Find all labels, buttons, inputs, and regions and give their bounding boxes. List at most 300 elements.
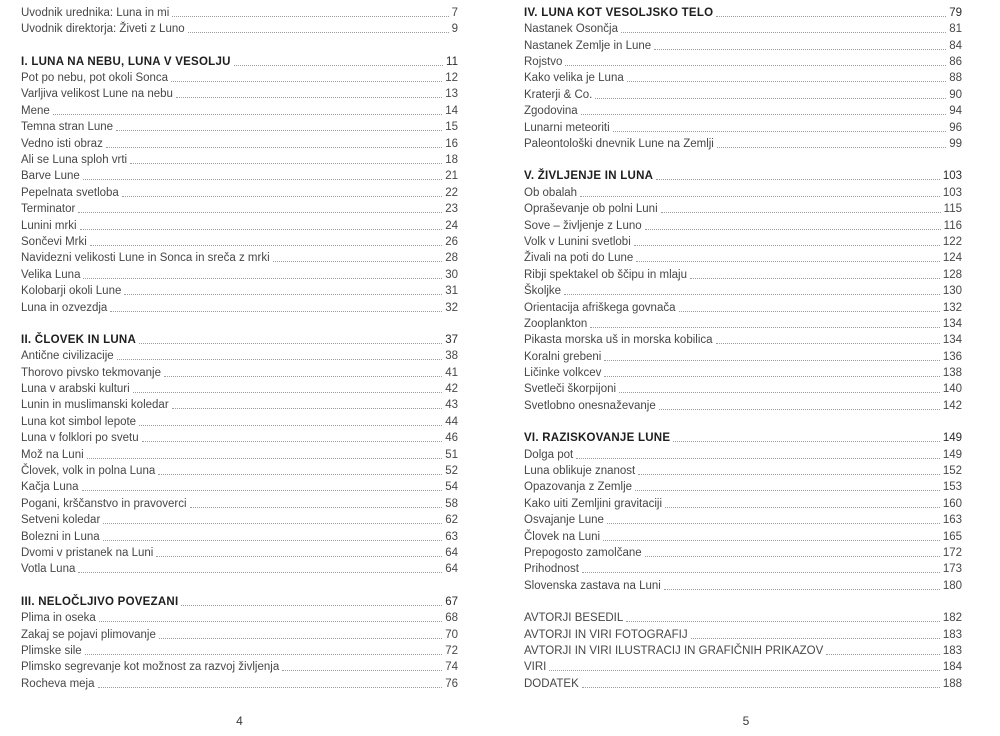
dot-leader (98, 687, 443, 688)
toc-block (21, 4, 458, 37)
entry-label: Bolezni in Luna (21, 530, 100, 543)
entry-label: Dolga pot (524, 448, 574, 461)
entry-page: 142 (942, 399, 962, 412)
dot-leader (716, 343, 940, 344)
entry-label: Pikasta morska uš in morska kobilica (524, 334, 713, 347)
toc-entry (524, 233, 962, 249)
entry-label: Lunini mrki (21, 219, 77, 232)
toc-entry (524, 200, 962, 216)
toc-entry (21, 233, 458, 249)
entry-label: Uvodnik urednika: Luna in mi (21, 6, 170, 19)
entry-page: 160 (942, 497, 962, 510)
entry-page: 51 (445, 448, 458, 461)
entry-page: 22 (445, 186, 458, 199)
dot-leader (626, 621, 940, 622)
entry-page: 38 (445, 350, 458, 363)
entry-page: 54 (445, 481, 458, 494)
toc-entry (524, 511, 962, 527)
entry-page: 184 (942, 661, 962, 674)
toc-entry (21, 135, 458, 151)
toc-entry (524, 577, 962, 593)
dot-leader (636, 261, 939, 262)
toc-entry (524, 381, 962, 397)
entry-page: 134 (942, 334, 962, 347)
entry-page: 18 (445, 154, 458, 167)
toc-entry (21, 20, 458, 36)
toc-entry (21, 69, 458, 85)
dot-leader (673, 441, 940, 442)
entry-page: 138 (942, 367, 962, 380)
dot-leader (665, 507, 940, 508)
toc-section-heading (21, 53, 458, 69)
entry-label: Prihodnost (524, 563, 579, 576)
entry-page: 52 (445, 465, 458, 478)
entry-label: Kačja Luna (21, 481, 79, 494)
entry-label: DODATEK (524, 677, 579, 690)
entry-label: Thorovo pivsko tekmovanje (21, 366, 161, 379)
toc-entry (524, 561, 962, 577)
dot-leader (83, 278, 442, 279)
entry-page: 67 (445, 595, 458, 608)
entry-label: Sove – življenje z Luno (524, 219, 642, 232)
entry-page: 103 (942, 186, 962, 199)
entry-page: 43 (445, 399, 458, 412)
toc-entry (21, 413, 458, 429)
dot-leader (158, 474, 442, 475)
entry-label: Ob obalah (524, 186, 578, 199)
entry-label: Luna kot simbol lepote (21, 415, 137, 428)
toc-entry (21, 266, 458, 282)
entry-label: IV. LUNA KOT VESOLJSKO TELO (524, 6, 714, 19)
dot-leader (582, 572, 940, 573)
entry-label: Prepogosto zamolčane (524, 547, 642, 559)
entry-page: 26 (445, 235, 458, 248)
entry-label: Volk v Lunini svetlobi (524, 235, 631, 248)
entry-page: 9 (451, 23, 458, 36)
entry-label: Kako uiti Zemljini gravitaciji (524, 497, 663, 510)
entry-label: Vedno isti obraz (21, 137, 103, 150)
entry-label: Mene (21, 104, 50, 117)
entry-label: Sončevi Mrki (21, 235, 87, 248)
dot-leader (581, 114, 946, 115)
toc-entry (524, 462, 962, 478)
entry-page: 122 (942, 235, 962, 248)
entry-page: 23 (445, 203, 458, 216)
dot-leader (664, 589, 940, 590)
dot-leader (627, 81, 946, 82)
toc-entry (21, 429, 458, 445)
entry-page: 46 (445, 432, 458, 445)
entry-page: 30 (445, 268, 458, 281)
entry-label: Zgodovina (524, 105, 578, 118)
dot-leader (133, 392, 443, 393)
toc-section-heading (524, 429, 962, 445)
dot-leader (273, 261, 443, 262)
entry-page: 128 (942, 268, 962, 281)
entry-page: 88 (949, 72, 962, 85)
entry-label: Pot po nebu, pot okoli Sonca (21, 72, 169, 85)
toc-entry (21, 446, 458, 462)
toc-entry (21, 380, 458, 396)
entry-page: 183 (942, 644, 962, 657)
dot-leader (190, 507, 443, 508)
entry-label: Koralni grebeni (524, 350, 602, 363)
entry-page: 76 (445, 677, 458, 690)
entry-page: 149 (942, 432, 962, 445)
toc-block (21, 593, 458, 691)
entry-page: 183 (942, 628, 962, 641)
entry-page: 149 (942, 448, 962, 461)
toc-entry (524, 315, 962, 331)
dot-leader (656, 179, 940, 180)
entry-page: 165 (942, 530, 962, 543)
toc-entry (21, 168, 458, 184)
toc-entry (21, 462, 458, 478)
dot-leader (53, 114, 442, 115)
dot-leader (110, 311, 442, 312)
toc-entry (21, 544, 458, 560)
entry-page: 86 (949, 56, 962, 69)
entry-page: 180 (942, 579, 962, 592)
entry-label: Temna stran Lune (21, 121, 114, 134)
entry-label: Setveni koledar (21, 514, 101, 527)
entry-label: Opazovanja z Zemlje (524, 481, 633, 494)
toc-entry (524, 495, 962, 511)
entry-label: Kako velika je Luna (524, 72, 624, 85)
toc-entry (21, 511, 458, 527)
toc-entry (21, 249, 458, 265)
entry-label: Orientacija afriškega govnača (524, 301, 676, 314)
dot-leader (78, 212, 442, 213)
dot-leader (716, 16, 946, 17)
entry-label: AVTORJI IN VIRI FOTOGRAFIJ (524, 628, 688, 641)
entry-label: Pogani, krščanstvo in pravoverci (21, 497, 187, 510)
dot-leader (619, 392, 940, 393)
entry-page: 58 (445, 497, 458, 510)
toc-entry (524, 446, 962, 462)
toc-entry (21, 217, 458, 233)
toc-entry (21, 4, 458, 20)
entry-label: Kolobarji okoli Lune (21, 285, 122, 298)
toc-entry (21, 675, 458, 691)
toc-entry (524, 102, 962, 118)
toc-entry (21, 609, 458, 625)
dot-leader (87, 458, 443, 459)
dot-leader (595, 98, 946, 99)
page-number-right: 5 (742, 714, 750, 728)
dot-leader (654, 49, 946, 50)
entry-page: 94 (949, 105, 962, 118)
entry-label: Človek, volk in polna Luna (21, 465, 156, 478)
entry-page: 81 (949, 23, 962, 36)
dot-leader (621, 32, 946, 33)
entry-page: 74 (445, 661, 458, 674)
toc-entry (524, 348, 962, 364)
toc-entry (524, 364, 962, 380)
dot-leader (234, 65, 443, 66)
toc-block (21, 53, 458, 315)
entry-page: 79 (949, 6, 962, 19)
dot-leader (176, 97, 442, 98)
dot-leader (82, 490, 443, 491)
entry-label: Pepelnata svetloba (21, 186, 119, 199)
entry-page: 172 (942, 547, 962, 559)
toc-entry (524, 544, 962, 560)
entry-label: Mož na Luni (21, 448, 84, 461)
entry-label: AVTORJI BESEDIL (524, 612, 624, 625)
toc-entry (21, 200, 458, 216)
entry-label: Terminator (21, 203, 76, 216)
entry-page: 16 (445, 137, 458, 150)
toc-entry (524, 282, 962, 298)
entry-label: Luna oblikuje znanost (524, 465, 636, 478)
entry-page: 116 (943, 219, 962, 232)
toc-entry (524, 37, 962, 53)
dot-leader (590, 327, 940, 328)
dot-leader (576, 458, 940, 459)
dot-leader (638, 474, 940, 475)
entry-page: 68 (445, 612, 458, 625)
entry-page: 163 (942, 514, 962, 527)
entry-label: Luna v folklori po svetu (21, 432, 139, 445)
entry-page: 103 (942, 170, 962, 183)
toc-entry (21, 184, 458, 200)
entry-page: 72 (445, 644, 458, 657)
entry-page: 115 (943, 203, 962, 216)
dot-leader (635, 490, 940, 491)
entry-page: 15 (445, 121, 458, 134)
entry-page: 63 (445, 530, 458, 543)
toc-entry (21, 479, 458, 495)
toc-entry (21, 118, 458, 134)
entry-page: 41 (445, 366, 458, 379)
dot-leader (679, 311, 940, 312)
dot-leader (172, 16, 448, 17)
dot-leader (645, 229, 941, 230)
entry-label: III. NELOČLJIVO POVEZANI (21, 595, 179, 608)
entry-label: Luna v arabski kulturi (21, 383, 130, 396)
dot-leader (661, 212, 941, 213)
entry-page: 130 (942, 285, 962, 298)
toc-entry (524, 479, 962, 495)
toc-entry (524, 609, 962, 625)
dot-leader (116, 130, 442, 131)
toc-entry (524, 86, 962, 102)
toc-entry (524, 53, 962, 69)
entry-page: 24 (445, 219, 458, 232)
toc-entry (524, 266, 962, 282)
toc-block (524, 609, 962, 691)
toc-entry (21, 658, 458, 674)
dot-leader (80, 229, 443, 230)
toc-entry (21, 282, 458, 298)
entry-page: 99 (949, 138, 962, 151)
dot-leader (645, 556, 940, 557)
dot-leader (188, 32, 449, 33)
dot-leader (139, 343, 442, 344)
entry-page: 64 (445, 547, 458, 559)
entry-label: Dvomi v pristanek na Luni (21, 547, 154, 559)
dot-leader (85, 654, 442, 655)
dot-leader (124, 294, 442, 295)
entry-page: 70 (445, 628, 458, 641)
entry-page: 37 (445, 333, 458, 346)
toc-section-heading (21, 593, 458, 609)
entry-label: Rocheva meja (21, 677, 95, 690)
entry-page: 64 (445, 563, 458, 576)
entry-label: Barve Lune (21, 170, 80, 183)
entry-page: 31 (445, 285, 458, 298)
entry-page: 136 (942, 350, 962, 363)
entry-label: Antične civilizacije (21, 350, 114, 363)
toc-entry (524, 249, 962, 265)
dot-leader (691, 638, 940, 639)
entry-label: Osvajanje Lune (524, 514, 604, 527)
entry-page: 132 (942, 301, 962, 314)
entry-label: Navidezni velikosti Lune in Sonca in sreča z mrki (21, 252, 270, 265)
entry-label: Uvodnik direktorja: Živeti z Luno (21, 23, 185, 36)
dot-leader (564, 294, 940, 295)
toc-entry (524, 217, 962, 233)
toc-block (21, 331, 458, 577)
entry-page: 182 (942, 612, 962, 625)
entry-label: Votla Luna (21, 563, 76, 576)
toc-entry (21, 561, 458, 577)
entry-label: Plimske sile (21, 644, 82, 657)
dot-leader (604, 376, 939, 377)
entry-label: Kraterji & Co. (524, 88, 593, 101)
dot-leader (99, 621, 442, 622)
toc-column-left (21, 4, 458, 691)
dot-leader (103, 540, 443, 541)
toc-entry (524, 397, 962, 413)
dot-leader (282, 670, 442, 671)
toc-entry (524, 626, 962, 642)
toc-entry (21, 347, 458, 363)
entry-page: 42 (445, 383, 458, 396)
entry-label: Plimsko segrevanje kot možnost za razvoj življenja (21, 661, 280, 674)
entry-label: Ribji spektakel ob ščipu in mlaju (524, 268, 687, 281)
toc-entry (524, 299, 962, 315)
entry-label: Velika Luna (21, 268, 81, 281)
toc-entry (524, 119, 962, 135)
entry-label: Luna in ozvezdja (21, 301, 108, 314)
entry-label: Školjke (524, 285, 562, 298)
entry-label: I. LUNA NA NEBU, LUNA V VESOLJU (21, 55, 231, 68)
dot-leader (83, 179, 442, 180)
entry-page: 62 (445, 514, 458, 527)
entry-label: Lunin in muslimanski koledar (21, 399, 169, 412)
dot-leader (78, 572, 442, 573)
entry-label: Živali na poti do Lune (524, 252, 634, 265)
entry-page: 140 (942, 383, 962, 396)
entry-label: Varljiva velikost Lune na nebu (21, 88, 173, 101)
entry-label: Nastanek Osončja (524, 23, 618, 36)
entry-label: V. ŽIVLJENJE IN LUNA (524, 170, 654, 183)
toc-entry (524, 658, 962, 674)
entry-label: Slovenska zastava na Luni (524, 579, 661, 592)
entry-page: 12 (445, 72, 458, 85)
toc-entry (21, 495, 458, 511)
entry-page: 90 (949, 88, 962, 101)
toc-block (524, 4, 962, 152)
entry-label: Svetleči škorpijoni (524, 383, 617, 396)
toc-entry (524, 331, 962, 347)
entry-label: Ali se Luna sploh vrti (21, 154, 128, 167)
toc-entry (21, 364, 458, 380)
toc-entry (21, 151, 458, 167)
entry-label: VI. RAZISKOVANJE LUNE (524, 432, 671, 445)
entry-page: 96 (949, 121, 962, 134)
entry-label: AVTORJI IN VIRI ILUSTRACIJ IN GRAFIČNIH PRIKAZOV (524, 644, 824, 657)
entry-label: Človek na Luni (524, 530, 601, 543)
entry-page: 188 (942, 677, 962, 690)
entry-label: Zakaj se pojavi plimovanje (21, 628, 156, 641)
entry-label: VIRI (524, 661, 547, 674)
dot-leader (607, 523, 940, 524)
toc-entry (524, 642, 962, 658)
entry-label: II. ČLOVEK IN LUNA (21, 333, 137, 346)
dot-leader (172, 408, 443, 409)
dot-leader (117, 359, 443, 360)
toc-entry (21, 528, 458, 544)
toc-entry (524, 528, 962, 544)
dot-leader (171, 81, 442, 82)
dot-leader (580, 196, 940, 197)
dot-leader (164, 376, 442, 377)
toc-block (524, 429, 962, 593)
toc-section-heading (524, 168, 962, 184)
toc-entry (524, 675, 962, 691)
toc-entry (524, 20, 962, 36)
dot-leader (181, 605, 442, 606)
dot-leader (549, 670, 939, 671)
toc-section-heading (524, 4, 962, 20)
entry-label: Paleontološki dnevnik Lune na Zemlji (524, 138, 714, 151)
entry-page: 44 (445, 415, 458, 428)
entry-page: 13 (445, 88, 458, 101)
dot-leader (130, 163, 442, 164)
dot-leader (156, 556, 442, 557)
dot-leader (106, 147, 442, 148)
entry-label: Svetlobno onesnaževanje (524, 399, 656, 412)
dot-leader (603, 540, 940, 541)
entry-page: 124 (942, 252, 962, 265)
entry-page: 14 (445, 104, 458, 117)
entry-page: 152 (942, 465, 962, 478)
dot-leader (690, 278, 940, 279)
entry-label: Rojstvo (524, 56, 563, 69)
toc-entry (21, 626, 458, 642)
entry-label: Ličinke volkcev (524, 367, 602, 380)
entry-page: 173 (942, 563, 962, 576)
toc-section-heading (21, 331, 458, 347)
entry-label: Opraševanje ob polni Luni (524, 203, 658, 216)
toc-column-right (524, 4, 962, 691)
toc-entry (524, 135, 962, 151)
dot-leader (122, 196, 442, 197)
dot-leader (159, 638, 442, 639)
toc-entry (21, 86, 458, 102)
toc-block (524, 168, 962, 414)
entry-page: 7 (451, 6, 458, 19)
entry-label: Plima in oseka (21, 612, 96, 625)
entry-page: 153 (942, 481, 962, 494)
dot-leader (634, 245, 940, 246)
dot-leader (90, 245, 442, 246)
entry-label: Nastanek Zemlje in Lune (524, 39, 652, 52)
dot-leader (142, 441, 443, 442)
